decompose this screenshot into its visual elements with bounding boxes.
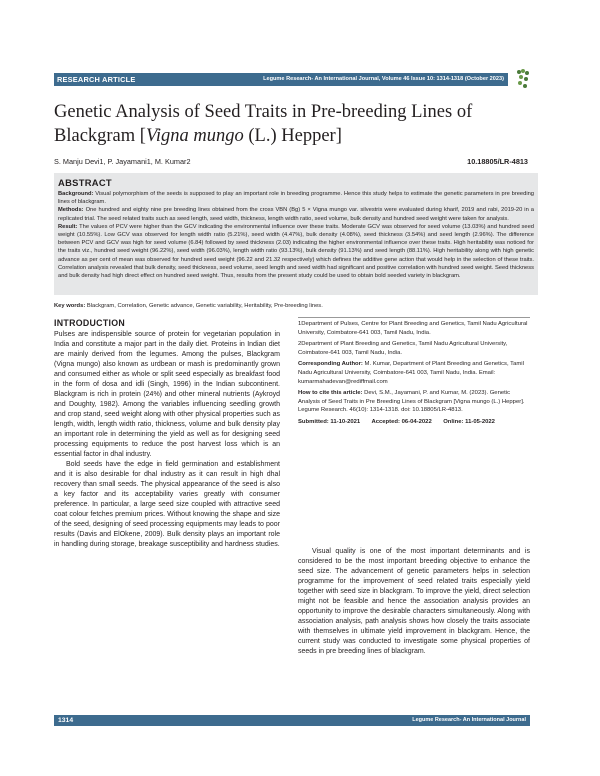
abstract-methods: Methods: One hundred and eighty nine pre breeding lines obtained from the cross VBN (Bg) 5 × Vigna mungo var. silvestris were evaluated during kharif, 2019 and rabi, 2019-20 in a replicated trial. The seed related traits such as seed length, seed width, thickness, length width ratio, seed volume, bulk density and hundred seed weight were taken for analysis. <box>58 207 534 222</box>
author-list: S. Manju Devi1, P. Jayamani1, M. Kumar2 <box>54 157 191 166</box>
affiliations-block <box>298 320 532 430</box>
abstract-box <box>54 173 538 295</box>
footer-journal: Legume Research- An International Journal <box>412 717 526 723</box>
intro-paragraph: Pulses are indispensible source of protein for vegetarian population in India and constitute a major part in the daily diet. Proteins in Indian diet are mainly derived from the legumes. Among the pulses, Blackgram (Vigna mungo) also known as urdbean or mash is predominantly grown and consumed either as whole or split seed especially as breakfast food in the form of dosa and idli (Singh, 1996) in the Indian subcontinent. Blackgram is rich in protein (24%) and other mineral nutrients (Aykroyd and Doughty, 1982). Among the variables influencing seedling growth and crop stand, seed weight along with other physical properties such as length, width, length width ratio, thickness, volume and bulk density play an important role in determining the yield as well as for designing seed processing equipments to reduce the post harvest loss which is an essential factor in dhal industry. <box>54 331 280 458</box>
submission-dates: Submitted: 11-10-2021 Accepted: 06-04-2022 Online: 11-05-2022 <box>298 418 495 425</box>
affiliation-2: 2Department of Plant Breeding and Genetics, Tamil Nadu Agricultural University, Coimbatore-641 003, Tamil Nadu, India. <box>298 341 508 356</box>
affiliation-1: 1Department of Pulses, Centre for Plant Breeding and Genetics, Tamil Nadu Agricultural University, Coimbatore-641 003, Tamil Nadu, India. <box>298 321 528 336</box>
corresponding-author: Corresponding Author: M. Kumar, Department of Plant Breeding and Genetics, Tamil Nadu Agricultural University, Coimbatore-641 003, Tamil Nadu, India. Email: kumarmahadevan@rediffmail.com <box>298 361 524 385</box>
header-bar <box>54 73 508 86</box>
section-label: RESEARCH ARTICLE <box>57 75 136 84</box>
page-number: 1314 <box>58 717 74 724</box>
body-paragraph: Visual quality is one of the most important determinants and is considered to be the most important breeding objective to enhance the seed size. The advancement of genetic parameters helps in selection programme for the improvement of seed related traits especially yield together with seed size in blackgram. To improve the yield, direct selection might not be feasible and hence the association analysis provides an opportunity to improve the desirable characters simultaneously. Along with association analysis, path analysis shows how closely the traits associate with themselves in ultimate yield improvement in blackgram. Hence, the current study was conducted to investigate some physical properties of seeds in pre breeding lines of blackgram. <box>298 548 530 655</box>
doi-link[interactable]: 10.18805/LR-4813 <box>467 157 528 166</box>
footer-bar <box>54 715 530 726</box>
introduction-body <box>54 330 280 550</box>
right-column-body <box>298 547 530 657</box>
abstract-result: Result: The values of PCV were higher than the GCV indicating the environmental influence over these traits. Moderate GCV was observed for seed volume (13.03%) and hundred seed weight (10.55%). Low GCV was observed for length width ratio (5.21%), seed width (4.47%), bulk density (4.08%), seed thickness (3.54%) and seed length (2.96%). The difference between PCV and GCV was high for seed volume (6.84) followed by seed thickness (2.03) indicating the higher environmental influence over these traits. High heritability was noticed for the traits viz., hundred seed weight (96.22%), seed width (96.03%), length width ratio (93.13%), bulk density (91.13%) and seed length (88.11%). High heritability along with high genetic advance as per cent of mean was observed for hundred seed weight (96.22 and 21.32 respectively) which defines the additive gene action that would help in the selection of these traits. Correlation analysis revealed that bulk density, seed thickness, seed volume, seed length and seed width had significant and positive correlation with hundred seed weight. Seed thickness and bulk density had high direct effect on hundred seed weight. Thus, results from the present study could be used to obtain bold seeded variety in blackgram. <box>58 223 534 280</box>
intro-paragraph: Bold seeds have the edge in field germination and establishment and it is also desirable for dhal industry as it can result in high dhal recovery than small seeds. The physical appearance of the seed is also a key factor and its acceptability varies greatly with consumer preference. In particular, a large seed size coupled with attractive seed coat colour fetches premium prices. Without knowing the shape and size of the seed, designing of seed processing equipments may leads to poor results (Davis and ElOkene, 2009). Bulk density plays an important role in handling during storage, breakage susceptibility and hardness studies. <box>54 461 280 548</box>
affiliation-divider <box>298 317 530 318</box>
introduction-heading: INTRODUCTION <box>54 318 126 328</box>
journal-citation-line: Legume Research- An International Journal, Volume 46 Issue 10: 1314-1318 (October 2023) <box>263 76 504 82</box>
keywords: Key words: Blackgram, Correlation, Genetic advance, Genetic variability, Heritability, Pre-breeding lines. <box>54 303 323 309</box>
article-title: Genetic Analysis of Seed Traits in Pre-breeding Lines of Blackgram [Vigna mungo (L.) Hepper] <box>54 102 473 146</box>
citation-info: How to cite this article: Devi, S.M., Jayamani, P. and Kumar, M. (2023). Genetic Analysis of Seed Traits in Pre Breeding Lines of Blackgram [Vigna mungo (L.) Hepper]. Legume Research. 46(10): 1314-1318. doi: 10.18805/LR-4813. <box>298 390 525 414</box>
abstract-background: Background: Visual polymorphism of the seeds is supposed to play an important role in breeding programme. Hence this study helps to estimate the genetic parameters in pre breeding lines of blackgram. <box>58 191 534 206</box>
abstract-heading: ABSTRACT <box>58 177 112 188</box>
journal-logo-icon <box>516 68 530 90</box>
